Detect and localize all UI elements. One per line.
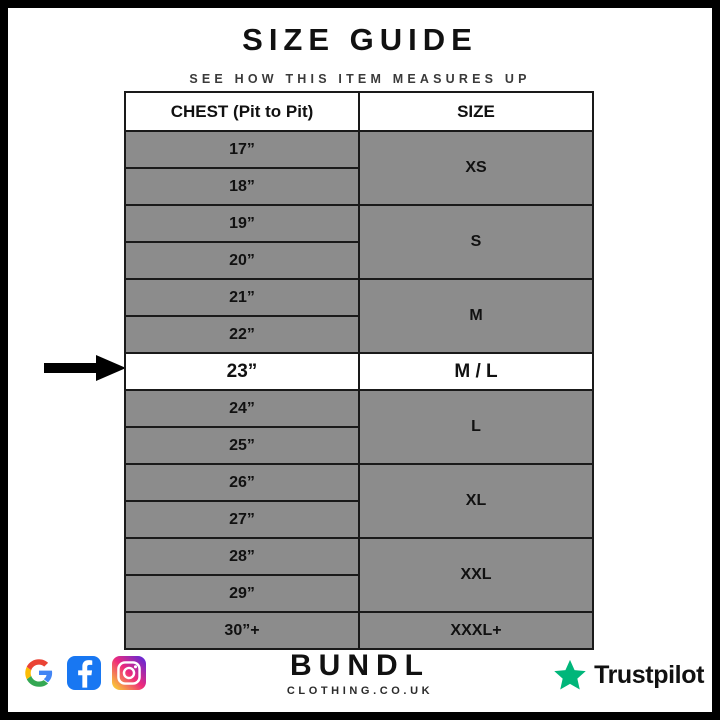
column-header-size: SIZE (359, 92, 593, 131)
size-guide-card (8, 8, 712, 712)
chest-measurement-cell: 20” (125, 242, 359, 279)
table-row (125, 205, 593, 242)
size-label-cell: XXL (359, 538, 593, 612)
trustpilot-label: Trustpilot (594, 660, 704, 689)
size-label-cell: S (359, 205, 593, 279)
chest-measurement-cell: 26” (125, 464, 359, 501)
trustpilot-star-icon (553, 658, 587, 692)
chest-measurement-cell: 28” (125, 538, 359, 575)
size-label-cell: M / L (359, 353, 593, 390)
table-row (125, 538, 593, 575)
trustpilot-badge[interactable] (553, 658, 704, 692)
brand-name: BUNDL (290, 649, 430, 682)
table-row (125, 390, 593, 427)
table-row (125, 464, 593, 501)
chest-measurement-cell: 18” (125, 168, 359, 205)
size-label-cell: XL (359, 464, 593, 538)
chest-measurement-cell: 25” (125, 427, 359, 464)
chest-measurement-cell: 27” (125, 501, 359, 538)
size-table (124, 91, 594, 650)
chest-measurement-cell: 22” (125, 316, 359, 353)
page-subtitle: SEE HOW THIS ITEM MEASURES UP (189, 72, 531, 86)
chest-measurement-cell: 30”+ (125, 612, 359, 649)
chest-measurement-cell: 29” (125, 575, 359, 612)
right-arrow-icon (44, 355, 126, 381)
chest-measurement-cell: 23” (125, 353, 359, 390)
footer (8, 636, 712, 712)
brand-subtitle: CLOTHING.CO.UK (286, 684, 434, 697)
chest-measurement-cell: 17” (125, 131, 359, 168)
size-table-body (125, 131, 593, 649)
table-row (125, 353, 593, 390)
page-title: SIZE GUIDE (242, 22, 478, 57)
table-header-row (125, 92, 593, 131)
table-row (125, 279, 593, 316)
chest-measurement-cell: 21” (125, 279, 359, 316)
chest-measurement-cell: 19” (125, 205, 359, 242)
column-header-chest: CHEST (Pit to Pit) (125, 92, 359, 131)
size-label-cell: L (359, 390, 593, 464)
size-label-cell: XXXL+ (359, 612, 593, 649)
size-table-wrapper (124, 91, 594, 650)
chest-measurement-cell: 24” (125, 390, 359, 427)
table-row (125, 131, 593, 168)
size-label-cell: M (359, 279, 593, 353)
size-label-cell: XS (359, 131, 593, 205)
